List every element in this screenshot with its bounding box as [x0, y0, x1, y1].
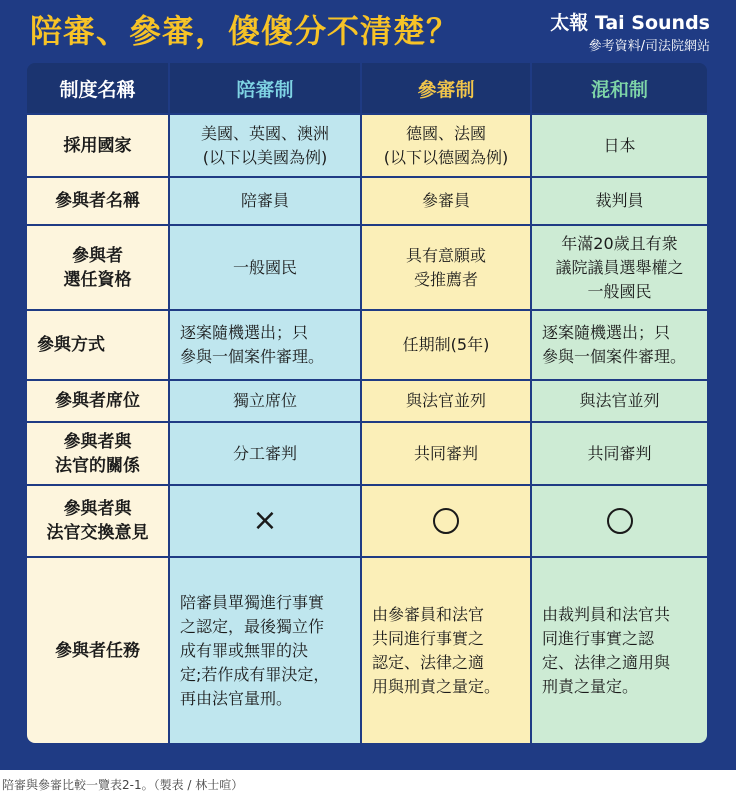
cell-text: 美國、英國、澳洲 (以下以美國為例): [200, 123, 329, 167]
cell-lay-judge-row-2: [362, 178, 530, 224]
cell-lay-judge-row-1: [362, 115, 530, 176]
cell-mixed-row-8: [532, 558, 707, 743]
cell-text: 德國、法國 (以下以德國為例): [383, 123, 509, 167]
cell-text: 由參審員和法官 共同進行事實之 認定、法律之適 用與刑責之量定。: [372, 604, 501, 696]
comparison-table: [27, 63, 707, 743]
cell-mixed-row-3: [532, 226, 707, 309]
cell-mixed-row-6: [532, 423, 707, 484]
cell-lay-judge-row-8: [362, 558, 530, 743]
cell-text: 陪審員單獨進行事實 之認定，最後獨立作 成有罪或無罪的決 定;若作成有罪決定， 再由法官量刑。: [180, 592, 330, 708]
cell-jury-row-4: [170, 311, 360, 379]
header-system-name: 制度名稱: [27, 63, 168, 113]
cell-text: 陪審員: [240, 191, 289, 210]
row-label: 參與者 選任資格: [63, 245, 132, 290]
cell-text: 逐案隨機選出；只 參與一個案件審理。: [542, 323, 687, 366]
cell-text: 年滿20歲且有衆 議院議員選舉權之 一般國民: [555, 233, 684, 301]
cell-jury-row-3: [170, 226, 360, 309]
cell-jury-row-6: [170, 423, 360, 484]
header-jury: 陪審制: [170, 63, 360, 113]
row-label: 參與者任務: [55, 640, 140, 661]
cell-text: 日本: [603, 135, 636, 155]
cell-text: 與法官並列: [579, 391, 660, 410]
cell-lay-judge-row-3: [362, 226, 530, 309]
cell-jury-row-2: [170, 178, 360, 224]
cell-mixed-row-5: [532, 381, 707, 421]
cell-text: 分工審判: [232, 443, 297, 463]
row-label: 參與者席位: [55, 391, 140, 411]
cell-lay-judge-row-7: [362, 486, 530, 556]
cell-lay-judge-row-5: [362, 381, 530, 421]
cell-label-row-5: [27, 381, 168, 421]
cell-label-row-8: [27, 558, 168, 743]
cell-text: 由裁判員和法官共 同進行事實之認 定、法律之適用與 刑責之量定。: [542, 604, 671, 696]
cell-label-row-6: [27, 423, 168, 484]
cell-text: 具有意願或 受推薦者: [405, 245, 486, 289]
cell-label-row-4: [27, 311, 168, 379]
cell-lay-judge-row-6: [362, 423, 530, 484]
row-label: 參與方式: [37, 335, 105, 355]
cell-mixed-row-4: [532, 311, 707, 379]
cell-jury-row-7: [170, 486, 360, 556]
cell-text: 共同審判: [413, 443, 478, 463]
cell-jury-row-5: [170, 381, 360, 421]
row-label: 採用國家: [63, 135, 132, 156]
no-cross-icon: ×: [252, 503, 278, 538]
infographic-title: 陪審、參審，傻傻分不清楚？: [30, 12, 460, 50]
yes-circle-icon: [607, 508, 633, 534]
cell-label-row-7: [27, 486, 168, 556]
row-label: 參與者與 法官的關係: [55, 431, 140, 476]
cell-label-row-1: [27, 115, 168, 176]
cell-text: 共同審判: [587, 443, 652, 463]
cell-mixed-row-1: [532, 115, 707, 176]
cell-lay-judge-row-4: [362, 311, 530, 379]
row-label: 參與者名稱: [55, 191, 140, 211]
source-note: 參考資料/司法院網站: [588, 39, 710, 54]
image-caption: 陪審與參審比較一覽表2-1。（製表 / 林士喧）: [2, 778, 244, 792]
cell-text: 獨立席位: [232, 391, 297, 410]
yes-circle-icon: [433, 508, 459, 534]
row-label: 參與者與 法官交換意見: [46, 499, 149, 543]
header-lay-judge: 參審制: [362, 63, 530, 113]
cell-text: 一般國民: [232, 257, 297, 277]
cell-label-row-3: [27, 226, 168, 309]
cell-text: 逐案隨機選出；只 參與一個案件審理。: [180, 323, 325, 366]
cell-jury-row-8: [170, 558, 360, 743]
brand-name: 太報 Tai Sounds: [550, 12, 710, 34]
cell-text: 與法官並列: [405, 391, 486, 410]
cell-text: 參審員: [421, 191, 470, 210]
cell-label-row-2: [27, 178, 168, 224]
cell-jury-row-1: [170, 115, 360, 176]
cell-text: 裁判員: [595, 191, 644, 210]
header-mixed: 混和制: [532, 63, 707, 113]
cell-mixed-row-2: [532, 178, 707, 224]
cell-mixed-row-7: [532, 486, 707, 556]
cell-text: 任期制(5年): [402, 335, 490, 354]
